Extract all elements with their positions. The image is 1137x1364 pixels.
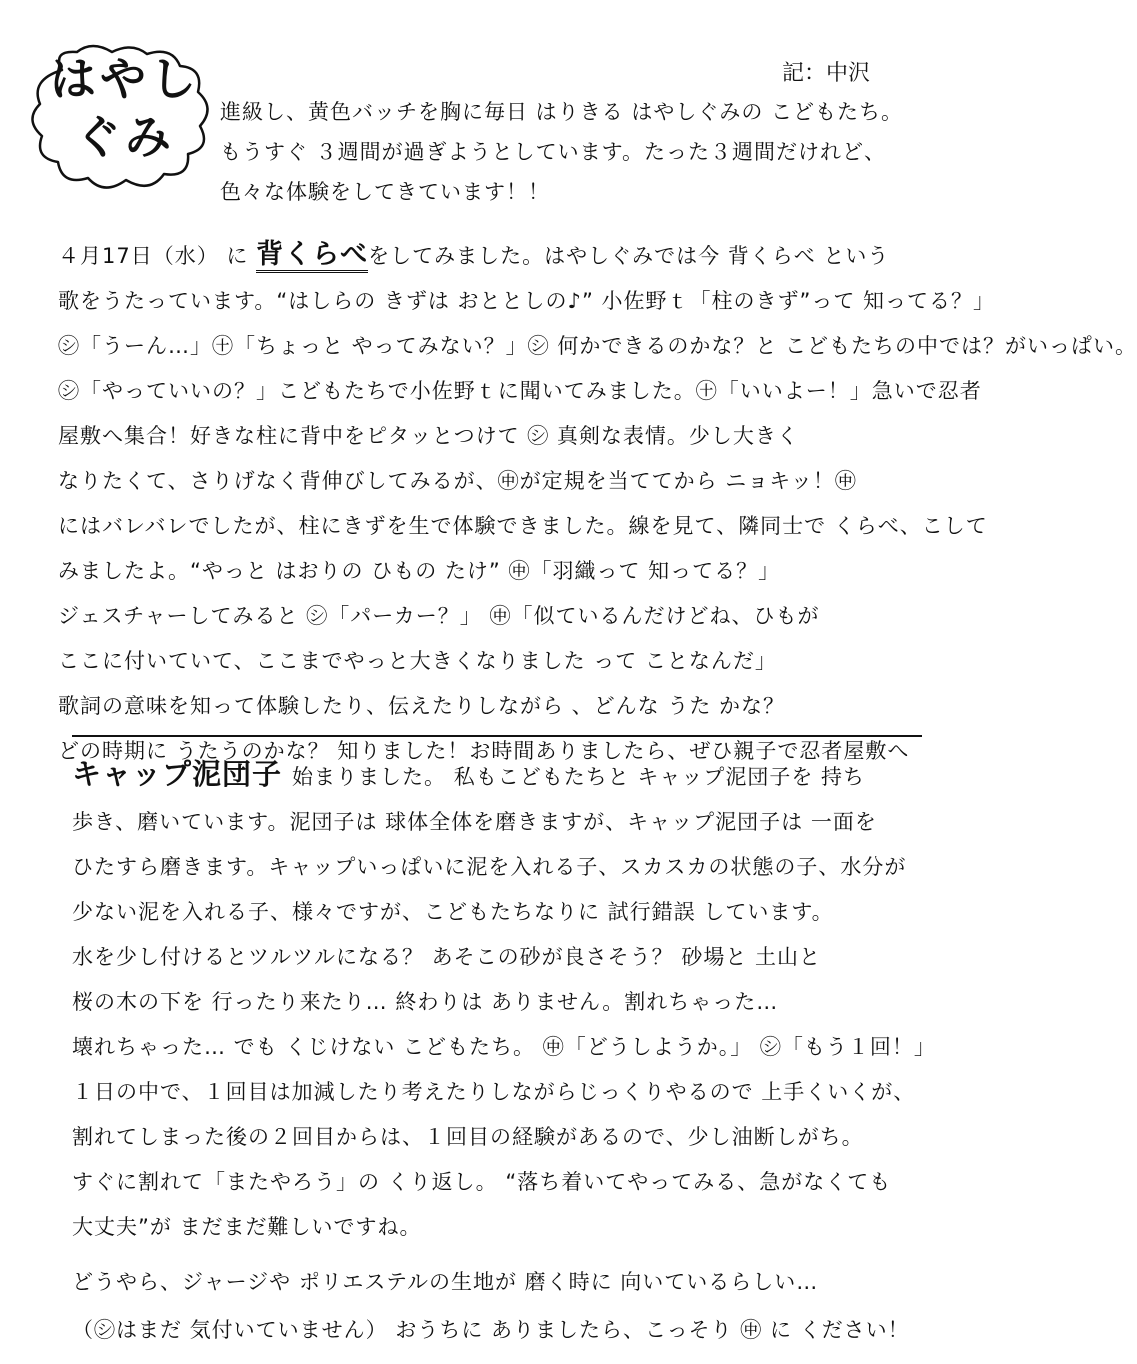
intro-line: もうすぐ ３週間が過ぎようとしています。たった３週間だけれど、 bbox=[220, 140, 886, 164]
author-label: 記：中沢 bbox=[782, 61, 871, 86]
section2-line: 割れてしまった後の２回目からは、１回目の経験があるので、少し油断しがち。 bbox=[72, 1125, 864, 1149]
section1-line1-rest: をしてみました。はやしぐみでは今 背くらべ という bbox=[368, 244, 890, 268]
intro-paragraph bbox=[220, 92, 940, 212]
section2-first-line bbox=[72, 752, 952, 800]
section1-line: ここに付いていて、ここまでやっと大きくなりました って ことなんだ」 bbox=[58, 649, 777, 673]
section2-heading: キャップ泥団子 bbox=[72, 757, 283, 791]
section1-line: ジェスチャーしてみると ㋛「パーカー？」 ㊥「似ているんだけどね、ひもが bbox=[58, 604, 820, 628]
section1-line: なりたくて、さりげなく背伸びしてみるが、㊥が定規を当ててから ニョキッ！㊥ bbox=[58, 469, 857, 493]
section1-line: 屋敷へ集合！好きな柱に背中をピタッとつけて ㋛ 真剣な表情。少し大きく bbox=[58, 424, 799, 448]
section-height-comparison bbox=[58, 232, 1137, 774]
section2-line1: 始まりました。 私もこどもたちと キャップ泥団子を 持ち bbox=[292, 765, 866, 789]
footer-line: （㋛はまだ 気付いていません） おうちに ありましたら、こっそり ㊥ に ください！ bbox=[72, 1318, 910, 1342]
section2-line: すぐに割れて「またやろう」の くり返し。 “落ち着いてやってみる、急がなくても bbox=[72, 1170, 892, 1194]
date-text: ４月17日（水） に bbox=[58, 244, 257, 268]
section2-line: 大丈夫”が まだまだ難しいですね。 bbox=[72, 1215, 422, 1239]
section2-line: 壊れちゃった… でも くじけない こどもたち。 ㊥「どうしようか。」 ㋛「もう１回！」 bbox=[72, 1035, 936, 1059]
footer-note bbox=[72, 1258, 952, 1354]
class-title: はやし ぐみ bbox=[50, 52, 200, 164]
section1-line: ㋛「うーん…」㊉「ちょっと やってみない？」㋛ 何かできるのかな？と こどもたちの中では？がいっぱい。 bbox=[58, 334, 1137, 358]
section1-line: にはバレバレでしたが、柱にきずを生で体験できました。線を見て、隣同士で くらべ、こして bbox=[58, 514, 988, 538]
section2-line: 少ない泥を入れる子、様々ですが、こどもたちなりに 試行錯誤 しています。 bbox=[72, 900, 834, 924]
section-mud-ball bbox=[72, 752, 952, 1250]
section1-first-line bbox=[58, 232, 953, 279]
highlight-word: 背くらべ bbox=[256, 239, 368, 273]
section1-line: みましたよ。“やっと はおりの ひもの たけ” ㊥「羽織って 知ってる？」 bbox=[58, 559, 781, 583]
section1-line: 歌をうたっています。“はしらの きずは おととしの♪” 小佐野ｔ「柱のきず”って 知ってる？」 bbox=[58, 289, 996, 313]
section1-line: ㋛「やっていいの？」こどもたちで小佐野ｔに聞いてみました。㊉「いいよー！」急いで忍者 bbox=[58, 379, 982, 403]
section2-line: 歩き、磨いています。泥団子は 球体全体を磨きますが、キャップ泥団子は 一面を bbox=[72, 810, 877, 834]
section-divider bbox=[72, 735, 922, 737]
section2-line: 水を少し付けるとツルツルになる？ あそこの砂が良さそう？ 砂場と 土山と bbox=[72, 945, 822, 969]
intro-line: 進級し、黄色バッチを胸に毎日 はりきる はやしぐみの こどもたち。 bbox=[220, 100, 904, 124]
section1-line: どの時期に うたうのかな？ 知りました！お時間ありましたら、ぜひ親子で忍者屋敷へ bbox=[58, 739, 910, 763]
section2-line: 桜の木の下を 行ったり来たり… 終わりは ありません。割れちゃった… bbox=[72, 990, 779, 1014]
section2-line: １日の中で、１回目は加減したり考えたりしながらじっくりやるので 上手くいくが、 bbox=[72, 1080, 916, 1104]
section2-line: ひたすら磨きます。キャップいっぱいに泥を入れる子、スカスカの状態の子、水分が bbox=[72, 855, 907, 879]
section1-line: 歌詞の意味を知って体験したり、伝えたりしながら 、どんな うた かな？ bbox=[58, 694, 786, 718]
intro-line: 色々な体験をしてきています！！ bbox=[220, 180, 550, 204]
footer-line: どうやら、ジャージや ポリエステルの生地が 磨く時に 向いているらしい… bbox=[72, 1270, 819, 1294]
